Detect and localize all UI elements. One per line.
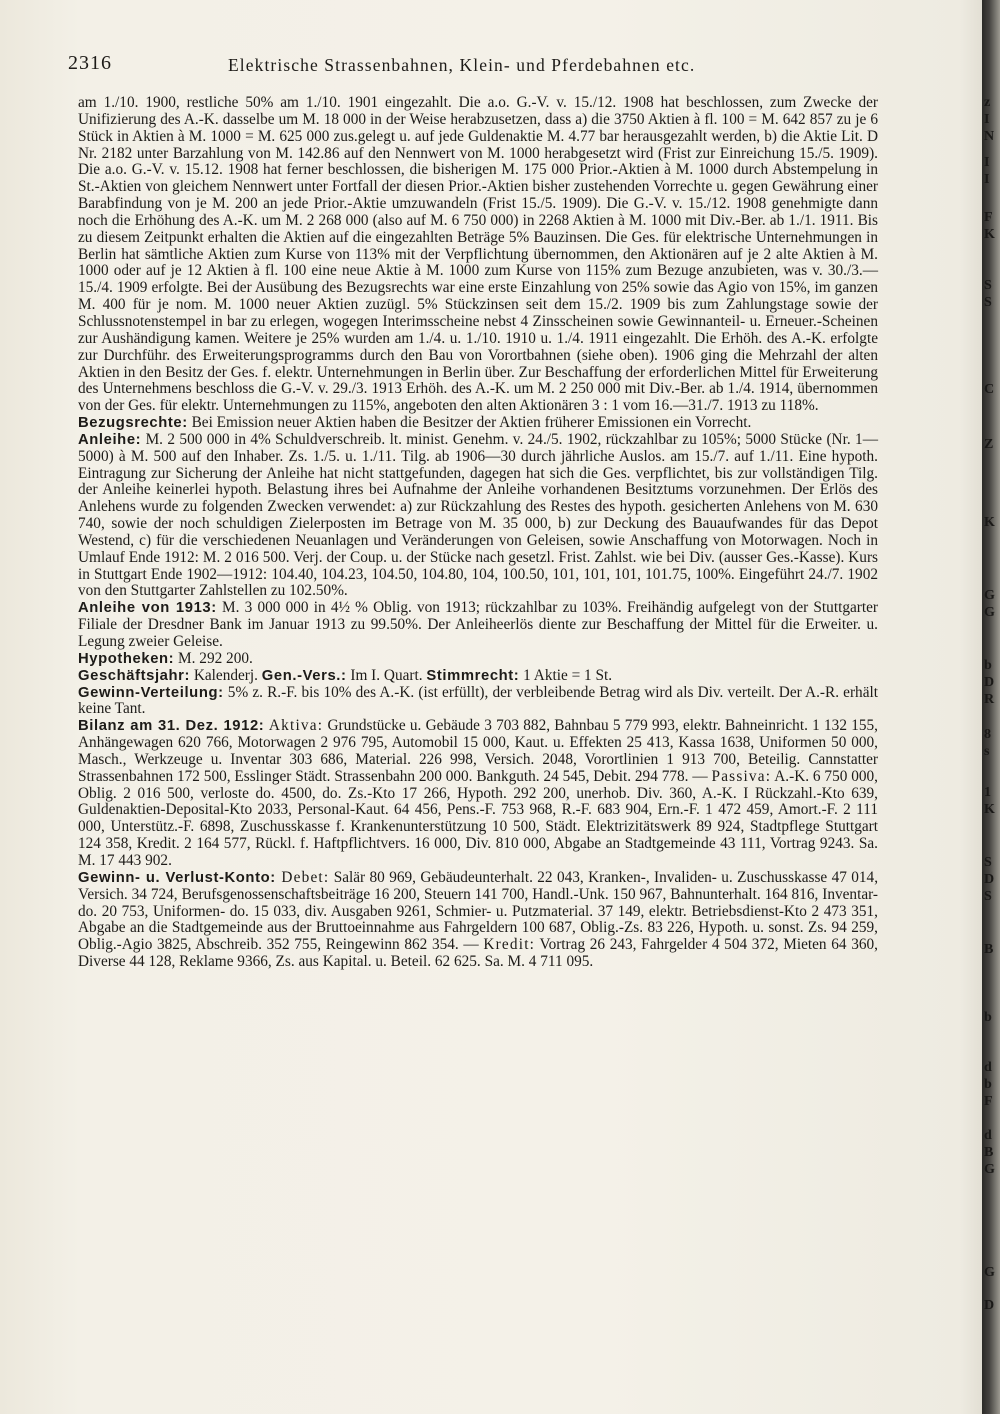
margin-fragment: D — [984, 1298, 995, 1313]
section-gewinn-verlust — [78, 870, 878, 971]
section-text: M. 292 200. — [174, 649, 253, 667]
section-label: Gen.-Vers.: — [261, 667, 347, 684]
section-gewinn-verteilung — [78, 685, 878, 719]
section-text: Im I. Quart. — [346, 666, 427, 684]
section-anleihe-1913 — [78, 600, 878, 651]
section-label: Bilanz am 31. Dez. 1912: — [78, 718, 265, 735]
section-label: Gewinn- u. Verlust-Konto: — [78, 869, 276, 886]
section-text: 1 Aktie = 1 St. — [519, 666, 613, 684]
debet-label: Debet: — [275, 868, 330, 886]
margin-fragment: 1 — [984, 785, 991, 800]
margin-fragment: S — [984, 278, 992, 293]
margin-fragment: S — [984, 855, 992, 870]
section-label: Bezugsrechte: — [78, 415, 188, 432]
margin-fragment: d — [984, 1128, 992, 1143]
section-hypotheken — [78, 651, 878, 668]
section-label: Geschäftsjahr: — [78, 667, 191, 684]
margin-fragment: I — [984, 172, 990, 187]
section-bilanz — [78, 718, 878, 870]
margin-fragment: F — [984, 1094, 993, 1109]
margin-fragment: R — [984, 692, 995, 707]
margin-fragment: z — [984, 95, 991, 110]
margin-fragment: b — [984, 1077, 992, 1092]
margin-fragment: G — [984, 605, 995, 620]
section-anleihe — [78, 432, 878, 600]
margin-fragment: b — [984, 1010, 992, 1025]
debet-text: Salär 80 969, Gebäudeunterhalt. 22 043, Kranken-, Invaliden- u. Zuschusskasse 47 014, Versich. 34 724, Berufsgenossenschaftsbeiträge 16 200, Steuern 141 700, Handl.-Unk. 150 967, Bahnunterhalt. 164 816, Inventar- do. 20 753, Uniformen- do. 15 033, div. Ausgaben 9261, Schmier- u. Putzmaterial. 37 149, elektr. Betriebsdienst-Kto 2 473 351, Abgabe an die Stadtgemeinde aus der Bruttoeinnahme aus Fahrgeldern 100 687, Oblig.-Zs. 83 226, Hypoth. u. sonst. Zs. 94 259, Oblig.-Agio 3825, Abschreib. 352 755, Reingewinn 862 354. — — [78, 868, 879, 954]
margin-fragment: Z — [984, 437, 994, 452]
margin-fragment: s — [984, 744, 990, 759]
margin-fragment: C — [984, 382, 995, 397]
margin-fragment: K — [984, 227, 995, 242]
running-title: Elektrische Strassenbahnen, Klein- und Pferdebahnen etc. — [228, 55, 696, 75]
section-text: Bei Emission neuer Aktien haben die Besitzer der Aktien früherer Emissionen ein Vorrecht. — [187, 414, 752, 432]
section-bezugsrechte — [78, 415, 878, 432]
page-body — [78, 95, 878, 971]
section-label: Anleihe: — [78, 431, 142, 448]
aktiva-text: Grundstücke u. Gebäude 3 703 882, Bahnbau 5 779 993, elektr. Bahneinricht. 1 132 155, Anhängewagen 620 766, Motorwagen 2 976 795, Automobil 15 000, Kaut. u. Effekten 25 413, Kassa 1638, Uniformen 50 000, Masch., Werkzeuge u. Inventar 303 686, Material. 226 998, Versich. 2048, Vorortlinien 1 913 700, Beteilig. Cannstatter Strassenbahnen 172 500, Esslinger Städt. Strassenbahn 200 000. Bankguth. 24 545, Debit. 294 778. — — [78, 717, 878, 785]
section-label: Stimmrecht: — [426, 667, 520, 684]
margin-fragment: B — [984, 942, 994, 957]
margin-fragment: K — [984, 802, 995, 817]
section-text: M. 3 000 000 in 4½ % Oblig. von 1913; rückzahlbar zu 103%. Freihändig aufgelegt von der Stuttgarter Filiale der Dresdner Bank im Januar 1913 zu 99.50%. Der Anleiheerlös diente zur Beschaffung der Mittel für die Erweiter. u. Legung zweier Geleise. — [78, 599, 878, 650]
section-text: M. 2 500 000 in 4% Schuldverschreib. lt. minist. Genehm. v. 24./5. 1902, rückzahlbar zu 105%; 5000 Stücke (Nr. 1—5000) à M. 500 auf den Inhaber. Zs. 1./5. u. 1./11. Tilg. ab 1906—30 durch jährliche Auslos. am 15./7. auf 1./11. Eine hypoth. Eintragung zur Sicherung der Anleihe hat nicht stattgefunden, dagegen hat sich die Ges. verpflichtet, bis zur vollständigen Tilg. der Anleihe keinerlei hypoth. Belastung ihres bei Aufnahme der Anleihe vorhandenen Besitztums vorzunehmen. Der Erlös des Anlehens wurde zu folgenden Zwecken verwendet: a) zur Rückzahlung des Restes des hypoth. gesicherten Anlehens von M. 630 740, sowie der noch schuldigen Zielerposten im Betrage von M. 35 000, b) zur Deckung des Bauaufwandes für das Depot Westend, c) für die verschiedenen Neuanlagen und Veränderungen von Geleisen, sowie Anschaffung von Motorwagen. Noch in Umlauf Ende 1912: M. 2 016 500. Verj. der Coup. u. der Stücke nach gesetzl. Frist. Zahlst. wie bei Div. (ausser Ges.-Kasse). Kurs in Stuttgart Ende 1902—1912: 104.40, 104.23, 104.50, 104.80, 104, 100.50, 101, 101, 101, 101.75, 100%. Eingeführt 24./7. 1902 von den Stuttgarter Zahlstellen zu 102.50%. — [78, 430, 878, 600]
margin-fragment: b — [984, 658, 992, 673]
margin-fragment: N — [984, 129, 995, 144]
margin-fragment: S — [984, 889, 992, 904]
margin-fragment: G — [984, 588, 995, 603]
passiva-text: A.-K. 6 750 000, Oblig. 2 016 500, verloste do. 4500, do. Zs.-Kto 17 266, Hypoth. 292 200, unerhob. Div. 360, A.-K. I Rückzahl.-Kto 639, Guldenaktien-Deposital-Kto 2033, Personal-Kaut. 64 456, Pens.-F. 753 968, R.-F. 683 904, Ern.-F. 1 472 459, Amort.-F. 2 111 000, Unterstütz.-F. 6898, Zuschusskasse f. Krankenunterstützung 10 500, Städt. Elektrizitätswerk 89 924, Stadtpflege Stuttgart 124 358, Kredit. 2 164 577, Rückl. f. Haftpflichtvers. 16 000, Div. 810 000, Abgabe an Stadtgemeinde 43 111, Vortrag 9243. Sa. M. 17 443 902. — [78, 767, 878, 869]
kredit-label: Kredit: — [483, 936, 536, 954]
margin-fragment: D — [984, 675, 995, 690]
margin-fragment: D — [984, 872, 995, 887]
margin-fragment: G — [984, 1162, 995, 1177]
aktiva-label: Aktiva: — [264, 717, 324, 735]
section-text: 5% z. R.-F. bis 10% des A.-K. (ist erfüllt), der verbleibende Betrag wird als Div. verteilt. Der A.-R. erhält keine Tant. — [78, 683, 878, 718]
margin-fragment: I — [984, 155, 990, 170]
margin-fragment: S — [984, 295, 992, 310]
section-geschaeftsjahr — [78, 668, 878, 685]
margin-fragment: 8 — [984, 727, 991, 742]
margin-fragment: d — [984, 1060, 992, 1075]
adjacent-page-fragments — [982, 0, 1000, 1414]
section-label: Hypotheken: — [78, 650, 175, 667]
margin-fragment: K — [984, 515, 995, 530]
passiva-label: Passiva: — [711, 767, 772, 785]
margin-fragment: I — [984, 112, 990, 127]
margin-fragment: B — [984, 1145, 994, 1160]
margin-fragment: G — [984, 1265, 995, 1280]
page-header — [68, 52, 938, 80]
margin-fragment: F — [984, 210, 993, 225]
section-text: Kalenderj. — [190, 666, 262, 684]
section-label: Anleihe von 1913: — [78, 600, 217, 617]
kredit-text: Vortrag 26 243, Fahrgelder 4 504 372, Mieten 64 360, Diverse 44 128, Reklame 9366, Zs. aus Kapital. u. Beteil. 62 625. Sa. M. 4 711 095. — [78, 936, 878, 971]
intro-paragraph: am 1./10. 1900, restliche 50% am 1./10. 1901 eingezahlt. Die a.o. G.-V. v. 15./12. 1908 hat beschlossen, zum Zwecke der Unifizierung des A.-K. dasselbe um M. 18 000 in der Weise herabzusetzen, dass a) die 3750 Aktien à fl. 100 = M. 642 857 zu je 6 Stück in Aktien à M. 1000 = M. 625 000 zus.gelegt u. auf jede Guldenaktie M. 4.77 bar herausgezahlt werden, b) die Aktie Lit. D Nr. 2182 unter Barzahlung von M. 142.86 auf den Nennwert von M. 1000 herabgesetzt wird (Frist zur Einreichung 15./5. 1909). Die a.o. G.-V. v. 15.12. 1908 hat ferner beschlossen, die bisherigen M. 175 000 Prior.-Aktien à M. 1000 durch Abstempelung in St.-Aktien von gleichem Nennwert unter Fortfall der diesen Prior.-Aktien bisher zustehenden Vorrechte u. gegen Gewährung einer Barabfindung von je M. 200 an jede Prior.-Aktie umzuwandeln (Frist 15./5. 1909). Die G.-V. v. 15./12. 1908 genehmigte dann noch die Erhöhung des A.-K. um M. 2 268 000 (also auf M. 6 750 000) in 2268 Aktien à M. 1000 mit Div.-Ber. ab 1./1. 1911. Bis zu diesem Zeitpunkt erhalten die Aktien auf die eingezahlten Beträge 5% Bauzinsen. Die Ges. für elektrische Unternehmungen in Berlin hat sämtliche Aktien zum Kurse von 113% mit der Verpflichtung übernommen, den Aktionären auf je 2 alte Aktien à M. 1000 oder auf je 12 Aktien à fl. 100 eine neue Aktie à M. 1000 zum Kurse von 115% zum Bezuge anzubieten, was v. 30./3.—15./4. 1909 erfolgte. Bei der Ausübung des Bezugsrechts war eine erste Einzahlung von 25% sowie das Agio von 15%, im ganzen M. 400 für je nom. M. 1000 neuer Aktien zuzügl. 5% Stückzinsen seit dem 15./2. 1909 bis zum Zahlungstage sowie der Schlussnotenstempel in bar zu erlegen, wogegen Interimsscheine nebst 4 Zinsscheinen sowie Gewinnanteil- u. Erneuer.-Scheinen zur Aushändigung kamen. Weitere je 25% wurden am 1./4. u. 1./10. 1910 u. 1./4. 1911 eingezahlt. Die Erhöh. des A.-K. erfolgte zur Durchführ. des Erweiterungsprogramms durch den Bau von Vorortbahnen (siehe oben). 1906 ging die Mehrzahl der alten Aktien in den Besitz der Ges. f. elektr. Unternehmungen in Berlin über. Zur Beschaffung der erforderlichen Mittel für Erweiterung des Unternehmens beschloss die G.-V. v. 29./3. 1913 Erhöh. des A.-K. um M. 2 250 000 mit Div.-Ber. ab 1./4. 1914, übernommen von der Ges. für elektr. Unternehmungen zu 115%, angeboten den alten Aktionären 3 : 1 vom 16.—31./7. 1913 zu 118%. — [78, 94, 878, 415]
page-number: 2316 — [68, 52, 112, 74]
section-label: Gewinn-Verteilung: — [78, 684, 224, 701]
